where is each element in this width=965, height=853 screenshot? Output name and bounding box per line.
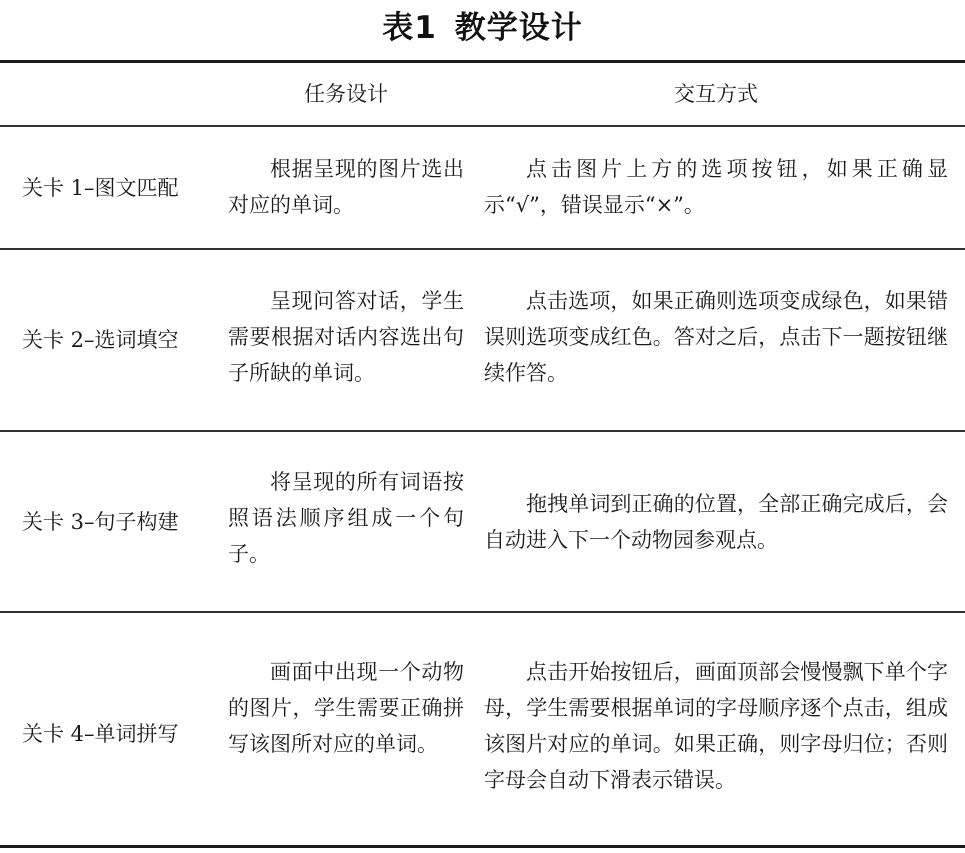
- stage-label: 关卡 3–句子构建: [22, 510, 179, 534]
- task-design-cell: 呈现问答对话，学生需要根据对话内容选出句子所缺的单词。: [228, 289, 464, 385]
- row-divider: [0, 248, 965, 250]
- stage-label: 关卡 4–单词拼写: [22, 722, 179, 746]
- header-interaction-mode: 交互方式: [674, 82, 758, 106]
- interaction-cell: 点击开始按钮后，画面顶部会慢慢飘下单个字母，学生需要根据单词的字母顺序逐个点击，组成该图片对应的单词。如果正确，则字母归位；否则字母会自动下滑表示错误。: [484, 660, 948, 792]
- header-divider: [0, 125, 965, 127]
- task-design-cell: 将呈现的所有词语按照语法顺序组成一个句子。: [228, 470, 464, 566]
- bottom-rule: [0, 845, 965, 848]
- header-task-design: 任务设计: [304, 82, 388, 106]
- top-rule: [0, 60, 965, 63]
- row-divider: [0, 430, 965, 432]
- table-title: [0, 6, 965, 50]
- stage-label: 关卡 1–图文匹配: [22, 176, 179, 200]
- stage-label: 关卡 2–选词填空: [22, 328, 179, 352]
- interaction-cell: 拖拽单词到正确的位置，全部正确完成后，会自动进入下一个动物园参观点。: [484, 492, 948, 552]
- task-design-cell: 画面中出现一个动物的图片，学生需要正确拼写该图所对应的单词。: [228, 660, 464, 756]
- row-divider: [0, 611, 965, 613]
- task-design-cell: 根据呈现的图片选出对应的单词。: [228, 157, 464, 217]
- table-title-text: 教学设计: [454, 10, 583, 46]
- table-number: 表1: [382, 10, 437, 46]
- interaction-cell: 点击图片上方的选项按钮，如果正确显示“√”，错误显示“×”。: [484, 157, 948, 217]
- interaction-cell: 点击选项，如果正确则选项变成绿色，如果错误则选项变成红色。答对之后，点击下一题按钮继续作答。: [484, 289, 948, 385]
